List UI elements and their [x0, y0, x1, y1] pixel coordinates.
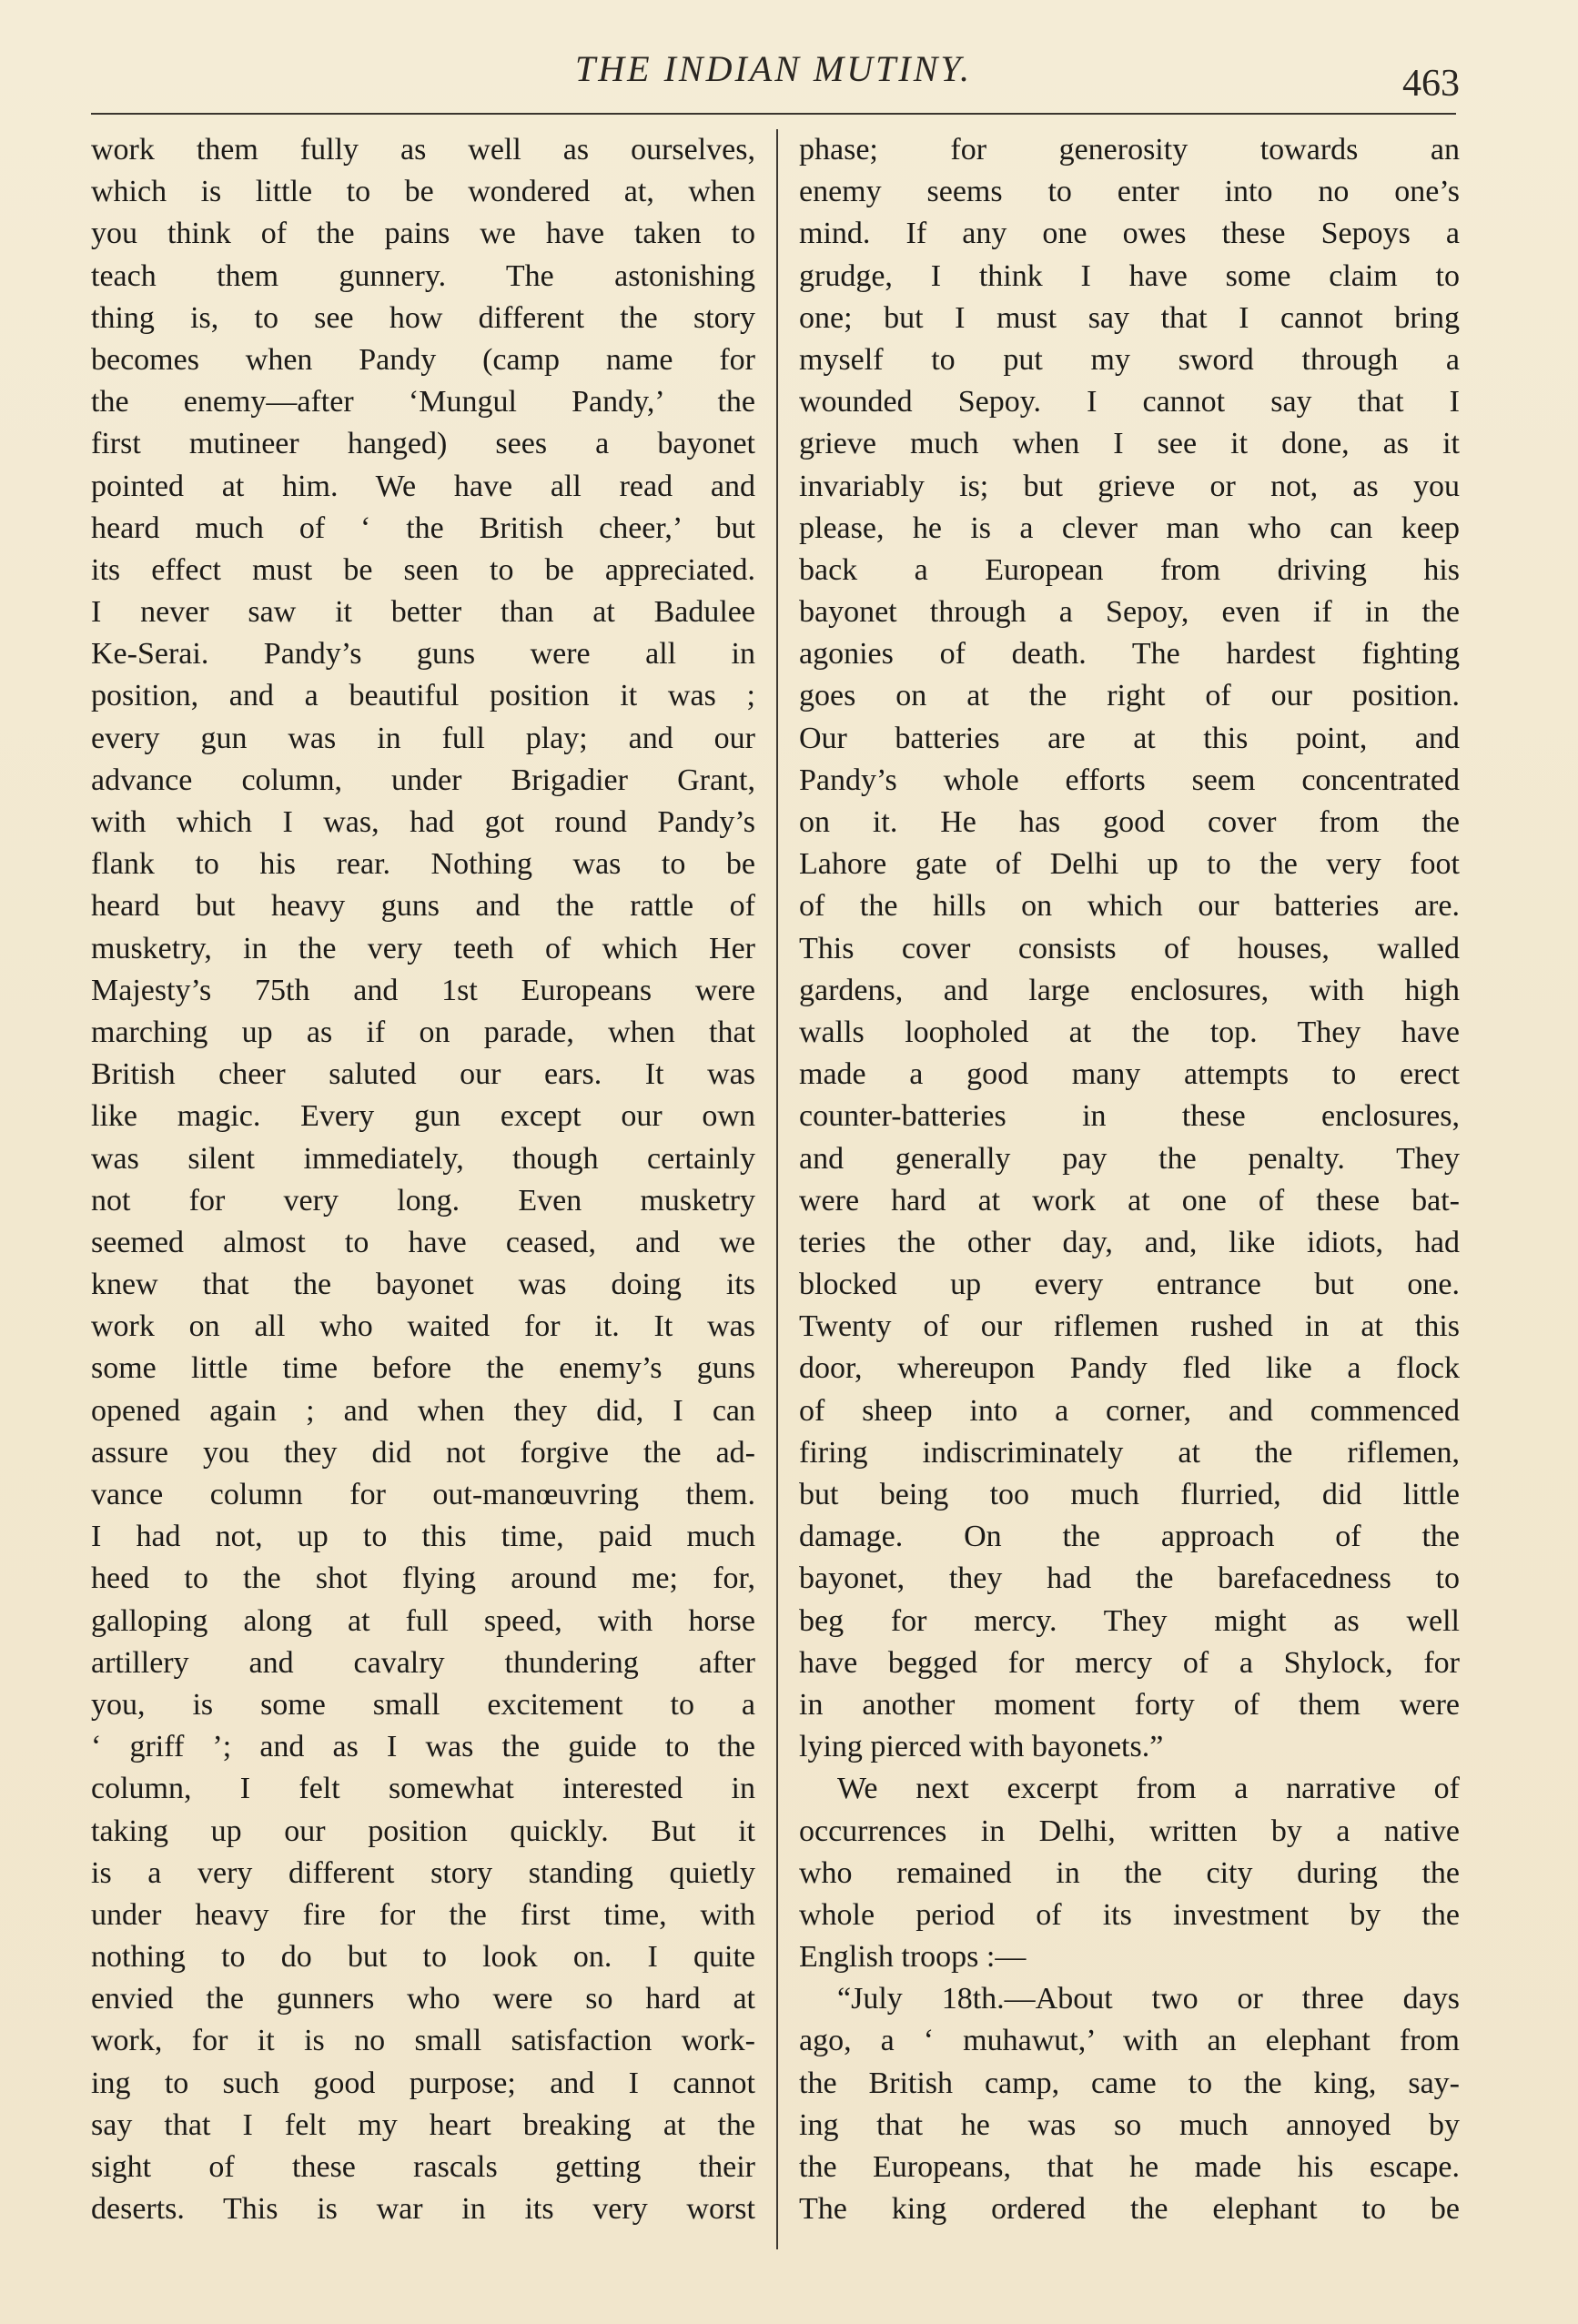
text-line: the enemy—after ‘Mungul Pandy,’ the [91, 385, 755, 419]
text-line: goes on at the right of our position. [799, 679, 1460, 713]
text-line: taking up our position quickly. But it [91, 1814, 755, 1848]
text-line: was silent immediately, though certainly [91, 1141, 755, 1176]
text-line: I had not, up to this time, paid much [91, 1520, 755, 1554]
text-line: some little time before the enemy’s guns [91, 1351, 755, 1386]
text-line: Ke-Serai. Pandy’s guns were all in [91, 637, 755, 672]
text-line: marching up as if on parade, when that [91, 1015, 755, 1049]
text-line: bayonet through a Sepoy, even if in the [799, 595, 1460, 630]
text-line: on it. He has good cover from the [799, 805, 1460, 839]
left-column [91, 129, 755, 2249]
text-line: British cheer saluted our ears. It was [91, 1057, 755, 1092]
text-line: have begged for mercy of a Shylock, for [799, 1645, 1460, 1680]
text-line: seemed almost to have ceased, and we [91, 1225, 755, 1259]
text-line: whole period of its investment by the [799, 1897, 1460, 1932]
text-line: in another moment forty of them were [799, 1687, 1460, 1722]
text-line: knew that the bayonet was doing its [91, 1268, 755, 1302]
text-line: ing that he was so much annoyed by [799, 2107, 1460, 2142]
text-line: its effect must be seen to be appreciated. [91, 552, 755, 587]
text-line: grudge, I think I have some claim to [799, 258, 1460, 293]
text-line: occurrences in Delhi, written by a native [799, 1814, 1460, 1848]
text-line: ago, a ‘ muhawut,’ with an elephant from [799, 2024, 1460, 2058]
text-line: blocked up every entrance but one. [799, 1268, 1460, 1302]
text-line: but being too much flurried, did little [799, 1478, 1460, 1511]
text-line: wounded Sepoy. I cannot say that I [799, 385, 1460, 419]
text-line: with which I was, had got round Pandy’s [91, 805, 755, 839]
running-title: THE INDIAN MUTINY. [575, 48, 972, 89]
text-line: made a good many attempts to erect [799, 1057, 1460, 1092]
text-line: Lahore gate of Delhi up to the very foot [799, 847, 1460, 882]
text-line: not for very long. Even musketry [91, 1183, 755, 1218]
right-column [799, 129, 1460, 2249]
text-line: ‘ griff ’; and as I was the guide to the [91, 1730, 755, 1764]
header-rule [91, 113, 1456, 115]
text-line: sight of these rascals getting their [91, 2150, 755, 2184]
text-line: and generally pay the penalty. They [799, 1141, 1460, 1176]
text-line: gardens, and large enclosures, with high [799, 973, 1460, 1007]
text-line: invariably is; but grieve or not, as you [799, 469, 1460, 503]
text-line: Twenty of our riflemen rushed in at this [799, 1309, 1460, 1344]
column-divider [776, 129, 778, 2249]
text-line: musketry, in the very teeth of which Her [91, 931, 755, 965]
text-line: artillery and cavalry thundering after [91, 1645, 755, 1680]
text-line: say that I felt my heart breaking at the [91, 2107, 755, 2142]
text-line: becomes when Pandy (camp name for [91, 342, 755, 377]
text-line: Pandy’s whole efforts seem concentrated [799, 763, 1460, 797]
text-line: heard much of ‘ the British cheer,’ but [91, 510, 755, 545]
text-line: were hard at work at one of these bat- [799, 1183, 1460, 1218]
text-line: firing indiscriminately at the riflemen, [799, 1435, 1460, 1470]
text-line: advance column, under Brigadier Grant, [91, 763, 755, 797]
text-line: opened again ; and when they did, I can [91, 1393, 755, 1428]
text-line: column, I felt somewhat interested in [91, 1772, 755, 1806]
text-line: under heavy fire for the first time, with [91, 1897, 755, 1932]
text-line: work them fully as well as ourselves, [91, 133, 755, 167]
text-line: lying pierced with bayonets.” [799, 1730, 1164, 1764]
page-number: 463 [1402, 63, 1460, 105]
text-line: agonies of death. The hardest fighting [799, 637, 1460, 672]
text-line: you, is some small excitement to a [91, 1687, 755, 1722]
text-line: counter-batteries in these enclosures, [799, 1099, 1460, 1134]
text-line: the British camp, came to the king, say- [799, 2066, 1460, 2100]
text-line: which is little to be wondered at, when [91, 175, 755, 209]
text-line: like magic. Every gun except our own [91, 1099, 755, 1134]
text-line: The king ordered the elephant to be [799, 2192, 1460, 2227]
text-line: vance column for out-manœuvring them. [91, 1478, 755, 1511]
text-line: teries the other day, and, like idiots, had [799, 1225, 1460, 1259]
text-line: grieve much when I see it done, as it [799, 427, 1460, 461]
text-line: back a European from driving his [799, 552, 1460, 587]
text-line: is a very different story standing quietly [91, 1855, 755, 1890]
text-line: deserts. This is war in its very worst [91, 2192, 755, 2227]
text-line: of the hills on which our batteries are. [799, 889, 1460, 924]
text-line: Majesty’s 75th and 1st Europeans were [91, 973, 755, 1007]
text-line: heed to the shot flying around me; for, [91, 1561, 755, 1596]
text-line: “July 18th.—About two or three days [837, 1982, 1460, 2016]
text-line: enemy seems to enter into no one’s [799, 175, 1460, 209]
text-line: This cover consists of houses, walled [799, 931, 1460, 965]
running-head [91, 38, 1460, 105]
text-line: pointed at him. We have all read and [91, 469, 755, 503]
text-line: bayonet, they had the barefacedness to [799, 1561, 1460, 1596]
text-line: work on all who waited for it. It was [91, 1309, 755, 1344]
text-line: phase; for generosity towards an [799, 133, 1460, 167]
text-line: damage. On the approach of the [799, 1520, 1460, 1554]
text-line: galloping along at full speed, with horse [91, 1603, 755, 1638]
text-line: teach them gunnery. The astonishing [91, 258, 755, 293]
text-line: myself to put my sword through a [799, 342, 1460, 377]
text-line: please, he is a clever man who can keep [799, 510, 1460, 545]
text-line: heard but heavy guns and the rattle of [91, 889, 755, 924]
text-line: flank to his rear. Nothing was to be [91, 847, 755, 882]
text-line: who remained in the city during the [799, 1855, 1460, 1890]
text-line: one; but I must say that I cannot bring [799, 300, 1460, 335]
text-line: walls loopholed at the top. They have [799, 1015, 1460, 1049]
text-line: beg for mercy. They might as well [799, 1603, 1460, 1638]
text-line: assure you they did not forgive the ad- [91, 1435, 755, 1470]
text-line: of sheep into a corner, and commenced [799, 1393, 1460, 1428]
text-line: mind. If any one owes these Sepoys a [799, 217, 1460, 251]
text-line: door, whereupon Pandy fled like a flock [799, 1351, 1460, 1386]
text-line: first mutineer hanged) sees a bayonet [91, 427, 755, 461]
text-line: I never saw it better than at Badulee [91, 595, 755, 630]
text-line: envied the gunners who were so hard at [91, 1982, 755, 2016]
text-line: thing is, to see how different the story [91, 300, 755, 335]
text-line: ing to such good purpose; and I cannot [91, 2066, 755, 2100]
text-line: you think of the pains we have taken to [91, 217, 755, 251]
text-line: nothing to do but to look on. I quite [91, 1940, 755, 1975]
text-line: English troops :— [799, 1940, 1027, 1975]
text-line: position, and a beautiful position it was ; [91, 679, 755, 713]
text-line: We next excerpt from a narrative of [837, 1772, 1460, 1806]
text-line: the Europeans, that he made his escape. [799, 2150, 1460, 2184]
text-line: every gun was in full play; and our [91, 721, 755, 755]
text-line: work, for it is no small satisfaction work- [91, 2024, 755, 2058]
text-line: Our batteries are at this point, and [799, 721, 1460, 755]
